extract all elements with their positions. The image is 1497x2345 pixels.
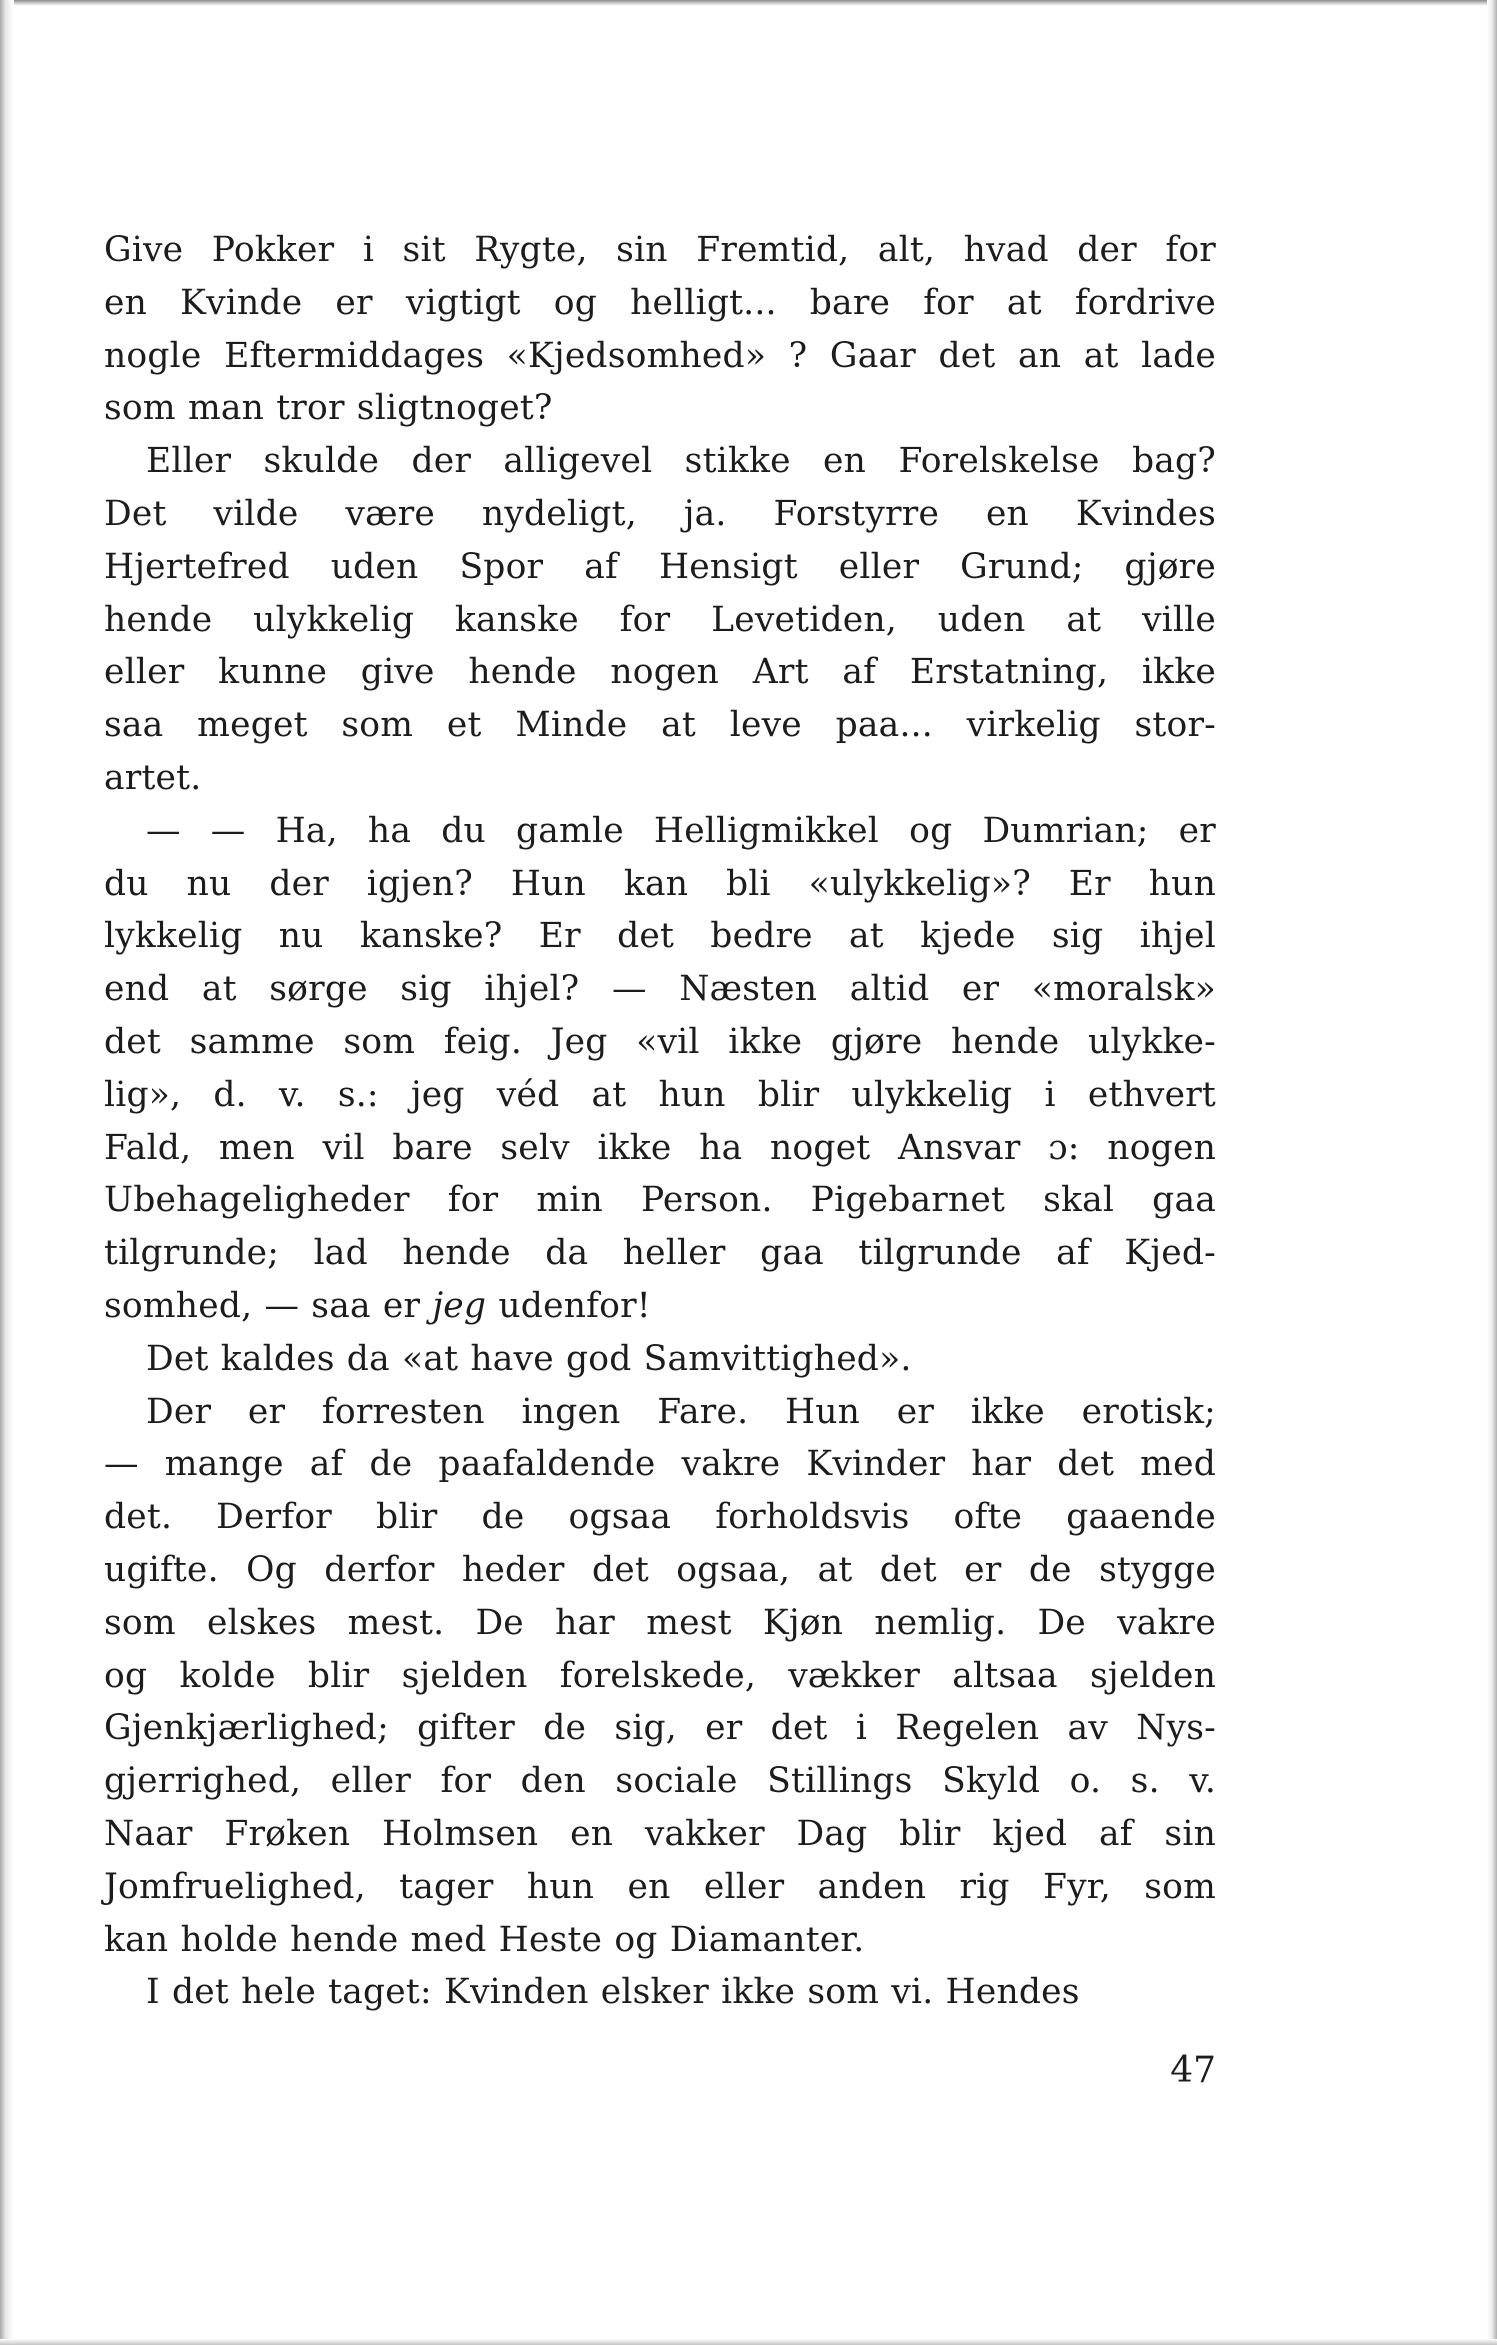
text-line: somhed, — saa er jeg udenfor! [104, 1285, 651, 1326]
page-number: 47 [1170, 2050, 1216, 2091]
text-line: hende ulykkelig kanske for Levetiden, uden at ville [104, 599, 1216, 640]
text-line: en Kvinde er vigtigt og helligt... bare for at fordrive [104, 282, 1216, 323]
paragraph [104, 1966, 1216, 2019]
paragraph [104, 435, 1216, 805]
text-line: du nu der igjen? Hun kan bli «ulykkelig»? Er hun [104, 863, 1216, 904]
text-line: end at sørge sig ihjel? — Næsten altid er «moralsk» [104, 969, 1216, 1010]
text-line: saa meget som et Minde at leve paa... virkelig stor- [104, 705, 1216, 746]
text-line: lig», d. v. s.: jeg véd at hun blir ulykkelig i ethvert [104, 1074, 1216, 1115]
text-line: Naar Frøken Holmsen en vakker Dag blir kjed af sin [104, 1813, 1216, 1854]
paragraph [104, 224, 1216, 435]
paragraph [104, 1333, 1216, 1386]
text-line: som man tror sligtnoget? [104, 388, 553, 429]
text-line: lykkelig nu kanske? Er det bedre at kjede sig ihjel [104, 916, 1216, 957]
body-text [104, 224, 1216, 2019]
text-line: — — Ha, ha du gamle Helligmikkel og Dumrian; er [146, 810, 1216, 851]
text-line: — mange af de paafaldende vakre Kvinder har det med [104, 1444, 1216, 1485]
paragraph [104, 805, 1216, 1333]
text-line: som elskes mest. De har mest Kjøn nemlig. De vakre [104, 1602, 1216, 1643]
text-line: nogle Eftermiddages «Kjedsomhed» ? Gaar det an at lade [104, 335, 1216, 376]
text-line: det. Derfor blir de ogsaa forholdsvis ofte gaaende [104, 1497, 1216, 1538]
text-line: I det hele taget: Kvinden elsker ikke som vi. Hendes [146, 1972, 1080, 2013]
text-line: eller kunne give hende nogen Art af Erstatning, ikke [104, 652, 1216, 693]
text-line: Der er forresten ingen Fare. Hun er ikke erotisk; [146, 1391, 1216, 1432]
text-line: gjerrighed, eller for den sociale Stillings Skyld o. s. v. [104, 1761, 1216, 1802]
emphasis: jeg [432, 1285, 487, 1326]
text-line: Gjenkjærlighed; gifter de sig, er det i Regelen av Nys- [104, 1708, 1216, 1749]
text-line: Give Pokker i sit Rygte, sin Fremtid, alt, hvad der for [104, 230, 1216, 270]
text-line: tilgrunde; lad hende da heller gaa tilgrunde af Kjed- [104, 1233, 1216, 1274]
text-line: Fald, men vil bare selv ikke ha noget Ansvar ɔ: nogen [104, 1127, 1216, 1168]
text-line: Det kaldes da «at have god Samvittighed». [146, 1338, 912, 1379]
text-line: kan holde hende med Heste og Diamanter. [104, 1919, 865, 1960]
text-line: Det vilde være nydeligt, ja. Forstyrre en Kvindes [104, 493, 1216, 534]
text-line: og kolde blir sjelden forelskede, vækker altsaa sjelden [104, 1655, 1216, 1696]
text-line: Jomfruelighed, tager hun en eller anden rig Fyr, som [104, 1866, 1216, 1907]
text-line: Hjertefred uden Spor af Hensigt eller Grund; gjøre [104, 546, 1216, 587]
text-line: det samme som feig. Jeg «vil ikke gjøre hende ulykke- [104, 1021, 1216, 1062]
text-line: Eller skulde der alligevel stikke en Forelskelse bag? [146, 441, 1216, 482]
text-line: artet. [104, 757, 202, 798]
paragraph [104, 1386, 1216, 1967]
text-line: Ubehageligheder for min Person. Pigebarnet skal gaa [104, 1180, 1216, 1221]
text-line: ugifte. Og derfor heder det ogsaa, at det er de stygge [104, 1549, 1216, 1590]
